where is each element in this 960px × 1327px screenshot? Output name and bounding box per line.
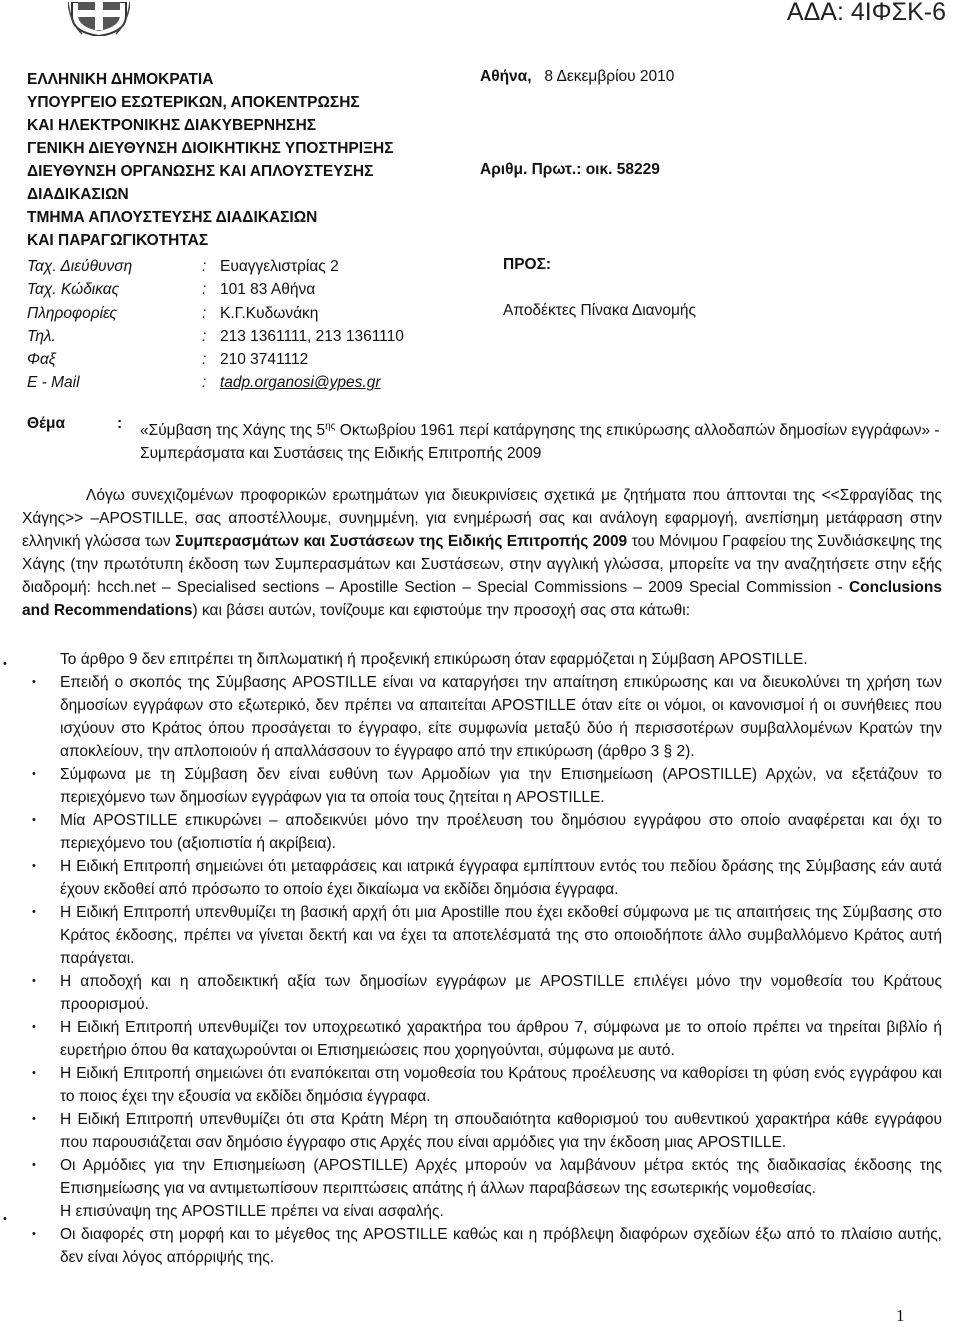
place: Αθήνα, (480, 68, 532, 85)
list-item: • Η Ειδική Επιτροπή υπενθυμίζει τη βασική αρχή ότι μια Apostille που έχει εκδοθεί σύμφωνα με τις απαιτήσεις της Σύμβασης στο Κράτος έκδοσης, πρέπει να γίνεται δεκτή και να έχει τα αποτελέσματά της στο οποιοδήποτε άλλο συμβαλλόμενο Κράτος αυτή παράγεται. (60, 901, 942, 970)
contact-label: Ταχ. Κώδικας (27, 281, 120, 299)
to-label: ΠΡΟΣ: (503, 256, 552, 273)
email-link[interactable]: tadp.organosi@ypes.gr (220, 374, 381, 392)
body-paragraph (22, 484, 942, 622)
list-item: • Σύμφωνα με τη Σύμβαση δεν είναι ευθύνη των Αρμοδίων για την Επισημείωση (APOSTILLE) Αρχών, να εξετάζουν το περιεχόμενο των δημοσίων εγγράφων για τα οποία τους ζητείται η APOSTILLE. (60, 763, 942, 809)
ada-code: ΑΔΑ: 4ΙΦΣΚ-6 (786, 0, 946, 26)
contact-block (27, 255, 404, 395)
list-item: • Το άρθρο 9 δεν επιτρέπει τη διπλωματική ή προξενική επικύρωση όταν εφαρμόζεται η Σύμβαση APOSTILLE. (60, 648, 942, 671)
contact-row: Πληροφορίες : Κ.Γ.Κυδωνάκη (27, 302, 404, 325)
subject-text (140, 415, 940, 465)
place-date (480, 68, 674, 86)
list-item: • Η Ειδική Επιτροπή σημειώνει ότι μεταφράσεις και ιατρικά έγγραφα εμπίπτουν εντός του πεδίου δράσης της Σύμβασης εάν αυτά έχουν εκδοθεί από πρόσωπο το οποίο έχει δικαίωμα να εκδίδει δημόσια έγγραφα. (60, 855, 942, 901)
contact-row: Ταχ. Διεύθυνση : Ευαγγελιστρίας 2 (27, 255, 404, 278)
contact-label: Φαξ (27, 351, 56, 369)
body-text: ) και βάσει αυτών, τονίζουμε και εφιστούμε την προσοχή σας στα κάτωθι: (192, 602, 691, 619)
contact-label: Ταχ. Διεύθυνση (27, 258, 133, 275)
points-list (60, 648, 942, 1269)
greek-emblem-icon (68, 2, 130, 36)
contact-row: Ταχ. Κώδικας : 101 83 Αθήνα (27, 278, 404, 301)
subject-sup: ης (325, 421, 336, 432)
contact-value: 210 3741112 (220, 351, 309, 369)
subject-part: «Σύμβαση της Χάγης της 5 (140, 422, 326, 440)
list-item: • Η αποδοχή και η αποδεικτική αξία των δημοσίων εγγράφων με APOSTILLE επιλέγει μόνο την νομοθεσία του Κράτους προορισμού. (60, 970, 942, 1016)
contact-row: E - Mail : tadp.organosi@ypes.gr (27, 371, 404, 394)
header-line: ΚΑΙ ΠΑΡΑΓΩΓΙΚΟΤΗΤΑΣ (27, 232, 209, 249)
subject-part: Οκτωβρίου 1961 περί κατάργησης της επικύρωσης αλλοδαπών δημοσίων εγγράφων» - Συμπεράσματα και Συστάσεις της Ειδικής Επιτροπής 2009 (140, 422, 940, 463)
issuer-header (27, 68, 394, 252)
recipients: Αποδέκτες Πίνακα Διανομής (503, 302, 697, 319)
header-line: ΓΕΝΙΚΗ ΔΙΕΥΘΥΝΣΗ ΔΙΟΙΚΗΤΙΚΗΣ ΥΠΟΣΤΗΡΙΞΗΣ (27, 140, 394, 157)
list-item: • Επειδή ο σκοπός της Σύμβασης APOSTILLE είναι να καταργήσει την απαίτηση επικύρωσης και να διευκολύνει τη χρήση των δημοσίων εγγράφων στο εξωτερικό, δεν πρέπει να απαιτείται APOSTILLE όταν είτε οι νόμοι, οι κανονισμοί ή οι συνήθειες που ισχύουν στο Κράτος όπου προσάγεται το έγγραφο, είτε συμφωνία μεταξύ δύο ή περισσοτέρων συμβαλλομένων Κρατών την αποκλείουν, την απλοποιούν ή απαλλάσσουν το έγγραφο από την επικύρωση (άρθρο 3 § 2). (60, 671, 942, 763)
contact-value: 101 83 Αθήνα (220, 281, 316, 299)
header-line: ΤΜΗΜΑ ΑΠΛΟΥΣΤΕΥΣΗΣ ΔΙΑΔΙΚΑΣΙΩΝ (27, 209, 318, 226)
subject-colon: : (117, 415, 123, 432)
list-item: • Μία APOSTILLE επικυρώνει – αποδεικνύει μόνο την προέλευση του δημόσιου εγγράφου στο οποίο αναφέρεται και όχι το περιεχόμενο του (αξιοπιστία ή ακρίβεια). (60, 809, 942, 855)
contact-label: Τηλ. (27, 327, 56, 345)
body-text: του Μόνιμου Γραφείου της Συνδιάσκεψης της Χάγης (την πρωτότυπη έκδοση των Συμπερασμάτων και Συστάσεων, στην αγγλική γλώσσα, μπορείτε να την αναζητήσετε στην εξής διαδρομή: hcch.net – Specialised sections – Apostille Section – Special Commissions – 2009 Special Commission - (22, 533, 943, 596)
list-item: • Η Ειδική Επιτροπή υπενθυμίζει ότι στα Κράτη Μέρη τη σπουδαιότητα καθορισμού του αυθεντικού χαρακτήρα κάθε εγγράφου που παρουσιάζεται σαν δημόσιο έγγραφο στις Αρχές που είναι αρμόδιες για την έκδοση μιας APOSTILLE. (60, 1108, 942, 1154)
contact-value: Κ.Γ.Κυδωνάκη (220, 304, 319, 322)
header-line: ΥΠΟΥΡΓΕΙΟ ΕΣΩΤΕΡΙΚΩΝ, ΑΠΟΚΕΝΤΡΩΣΗΣ (27, 94, 360, 111)
body-text: Λόγω συνεχιζομένων προφορικών ερωτημάτων για διευκρινίσεις σχετικά με ζητήματα που άπτονται της <<Σφραγίδας της Χάγης>> –APOSTILLE, σας αποστέλλουμε, συνημμένη, για ενημέρωσή σας και ανάλογη εφαρμογή, ανεπίσημη μετάφραση στην ελληνική γλώσσα των (22, 487, 942, 550)
date: 8 Δεκεμβρίου 2010 (544, 68, 675, 85)
contact-label: E - Mail (27, 374, 80, 392)
page-number: 1 (896, 1306, 905, 1325)
contact-label: Πληροφορίες (27, 304, 117, 322)
list-item: • Οι διαφορές στη μορφή και το μέγεθος της APOSTILLE καθώς και η πρόβλεψη διαφόρων σχεδίων έξω από το πλαίσιο αυτής, δεν είναι λόγος απόρριψής της. (60, 1223, 942, 1269)
contact-value: Ευαγγελιστρίας 2 (220, 258, 339, 275)
header-line: ΚΑΙ ΗΛΕΚΤΡΟΝΙΚΗΣ ΔΙΑΚΥΒΕΡΝΗΣΗΣ (27, 117, 317, 134)
header-line: ΕΛΛΗΝΙΚΗ ΔΗΜΟΚΡΑΤΙΑ (27, 71, 214, 88)
header-line: ΔΙΑΔΙΚΑΣΙΩΝ (27, 186, 129, 203)
list-item: • Η Ειδική Επιτροπή υπενθυμίζει τον υποχρεωτικό χαρακτήρα του άρθρου 7, σύμφωνα με το οποίο πρέπει να τηρείται βιβλίο ή ευρετήριο όπου θα καταχωρούνται οι Επισημειώσεις που χορηγούνται, σύμφωνα με αυτό. (60, 1016, 942, 1062)
list-item: • Η Ειδική Επιτροπή σημειώνει ότι εναπόκειται στη νομοθεσία του Κράτους προέλευσης να καθορίσει τη φύση ενός εγγράφου και το ποιος έχει την εξουσία να εκδίδει δημόσια έγγραφα. (60, 1062, 942, 1108)
body-bold: Συμπερασμάτων και Συστάσεων της Ειδικής Επιτροπής 2009 (175, 533, 628, 550)
contact-value: 213 1361111, 213 1361110 (220, 327, 404, 345)
contact-row: Φαξ : 210 3741112 (27, 348, 404, 371)
list-item: • Οι Αρμόδιες για την Επισημείωση (APOSTILLE) Αρχές μπορούν να λαμβάνουν μέτρα εκτός της διαδικασίας έκδοσης της Επισημείωσης για να αντιμετωπίσουν περιπτώσεις απάτης ή άλλων παραβάσεων της εσωτερικής νομοθεσίας. (60, 1154, 942, 1200)
header-line: ΔΙΕΥΘΥΝΣΗ ΟΡΓΑΝΩΣΗΣ ΚΑΙ ΑΠΛΟΥΣΤΕΥΣΗΣ (27, 163, 374, 180)
body-bold: Conclusions and Recommendations (22, 579, 942, 619)
list-item: • Η επισύναψη της APOSTILLE πρέπει να είναι ασφαλής. (60, 1200, 942, 1223)
contact-row: Τηλ. : 213 1361111, 213 1361110 (27, 325, 404, 348)
subject-label: Θέμα (27, 415, 66, 432)
protocol-number: Αριθμ. Πρωτ.: οικ. 58229 (480, 161, 660, 178)
